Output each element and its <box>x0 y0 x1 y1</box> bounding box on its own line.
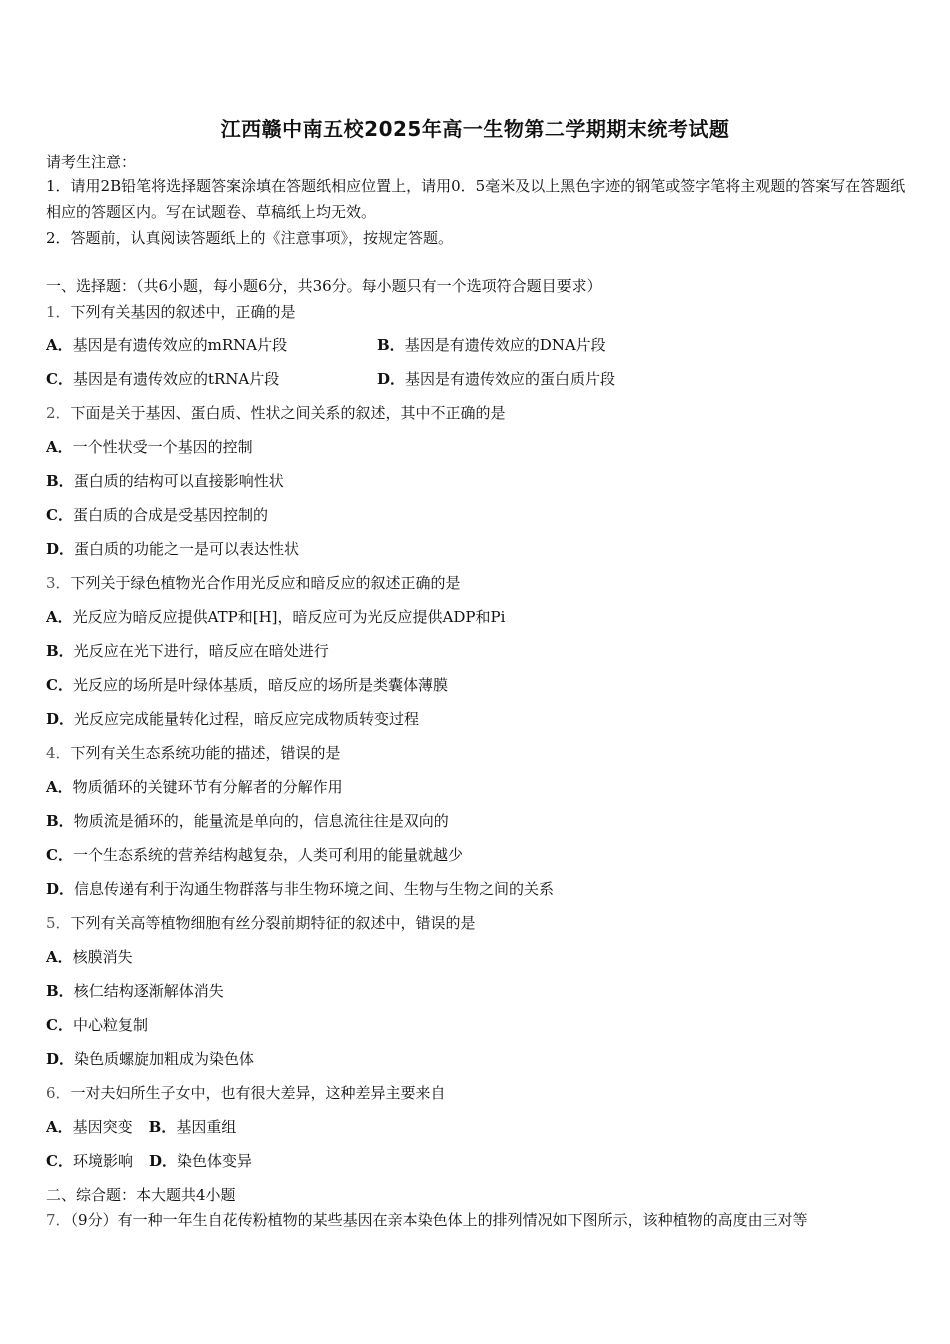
question-text: 下列有关基因的叙述中，正确的是 <box>70 303 296 321</box>
q4-option-b[interactable] <box>46 811 449 831</box>
option-text: 一个生态系统的营养结构越复杂，人类可利用的能量就越少 <box>72 846 463 864</box>
option-letter: B． <box>46 982 74 1000</box>
question-text: 下列有关高等植物细胞有丝分裂前期特征的叙述中，错误的是 <box>70 914 476 932</box>
q5-option-c[interactable] <box>46 1015 148 1035</box>
option-text: 基因是有遗传效应的蛋白质片段 <box>405 370 616 388</box>
option-text: 光反应的场所是叶绿体基质，暗反应的场所是类囊体薄膜 <box>72 676 448 694</box>
question-number: 2． <box>46 404 71 422</box>
question-number: 6． <box>46 1084 71 1102</box>
option-letter: A． <box>46 608 73 626</box>
question-text: 一对夫妇所生子女中，也有很大差异，这种差异主要来自 <box>70 1084 446 1102</box>
option-letter: B． <box>46 812 74 830</box>
option-letter: D． <box>46 710 75 728</box>
question-text: （9分）有一种一年生自花传粉植物的某些基因在亲本染色体上的排列情况如下图所示，该种植物的高度由三对等 <box>70 1211 808 1229</box>
question-number: 3． <box>46 574 71 592</box>
option-letter: B． <box>148 1118 177 1136</box>
option-letter: D． <box>46 540 75 558</box>
option-letter: D． <box>148 1152 177 1170</box>
question-number: 5． <box>46 914 71 932</box>
option-letter: B． <box>377 336 405 354</box>
option-text: 核仁结构逐渐解体消失 <box>73 982 224 1000</box>
q5-option-d[interactable] <box>46 1049 254 1069</box>
page-title: 江西赣中南五校2025年高一生物第二学期期末统考试题 <box>220 117 730 141</box>
q4-option-d[interactable] <box>46 879 554 899</box>
option-letter: C． <box>46 1152 73 1170</box>
question-number: 1． <box>46 303 71 321</box>
option-letter: A． <box>46 438 73 456</box>
notice-item-2: 2．答题前，认真阅读答题纸上的《注意事项》，按规定答题。 <box>46 229 454 247</box>
q1-option-d[interactable] <box>377 369 615 389</box>
option-letter: A． <box>46 778 73 796</box>
q5-option-b[interactable] <box>46 981 224 1001</box>
option-text: 环境影响 <box>72 1152 133 1170</box>
question-6-stem <box>46 1083 446 1103</box>
question-text: 下列关于绿色植物光合作用光反应和暗反应的叙述正确的是 <box>70 574 461 592</box>
q1-option-a[interactable] <box>46 335 287 355</box>
option-letter: B． <box>46 472 74 490</box>
q6-option-d[interactable] <box>149 1152 252 1170</box>
option-text: 蛋白质的合成是受基因控制的 <box>72 506 268 524</box>
option-text: 光反应为暗反应提供ATP和[H]，暗反应可为光反应提供ADP和Pi <box>72 608 506 626</box>
option-text: 物质循环的关键环节有分解者的分解作用 <box>72 778 343 796</box>
option-text: 物质流是循环的，能量流是单向的，信息流往往是双向的 <box>73 812 449 830</box>
option-letter: D． <box>377 370 406 388</box>
option-letter: C． <box>46 506 73 524</box>
option-text: 基因是有遗传效应的tRNA片段 <box>72 370 280 388</box>
q2-option-a[interactable] <box>46 437 253 457</box>
option-text: 蛋白质的功能之一是可以表达性状 <box>74 540 300 558</box>
option-text: 核膜消失 <box>72 948 133 966</box>
q1-option-b[interactable] <box>377 335 606 355</box>
option-letter: A． <box>46 1118 73 1136</box>
question-3-stem <box>46 573 461 593</box>
option-letter: D． <box>46 880 75 898</box>
q2-option-b[interactable] <box>46 471 284 491</box>
question-text: 下列有关生态系统功能的描述，错误的是 <box>70 744 341 762</box>
option-text: 染色质螺旋加粗成为染色体 <box>74 1050 255 1068</box>
option-text: 光反应完成能量转化过程，暗反应完成物质转变过程 <box>74 710 420 728</box>
q2-option-c[interactable] <box>46 505 268 525</box>
q3-option-d[interactable] <box>46 709 419 729</box>
question-1-stem <box>46 302 296 322</box>
option-text: 染色体变异 <box>176 1152 252 1170</box>
section-1-heading: 一、选择题：（共6小题，每小题6分，共36分。每小题只有一个选项符合题目要求） <box>46 277 602 295</box>
question-5-stem <box>46 913 476 933</box>
q6-options-row-2 <box>46 1151 252 1171</box>
q5-option-a[interactable] <box>46 947 133 967</box>
question-number: 7． <box>46 1211 71 1229</box>
option-text: 蛋白质的结构可以直接影响性状 <box>73 472 284 490</box>
option-letter: C． <box>46 370 73 388</box>
option-letter: A． <box>46 948 73 966</box>
q6-options-row-1 <box>46 1117 236 1137</box>
q3-option-b[interactable] <box>46 641 329 661</box>
option-text: 一个性状受一个基因的控制 <box>72 438 253 456</box>
question-7-stem <box>46 1210 808 1230</box>
option-text: 基因突变 <box>72 1118 133 1136</box>
section-2-heading: 二、综合题：本大题共4小题 <box>46 1186 236 1204</box>
question-2-stem <box>46 403 506 423</box>
option-letter: A． <box>46 336 73 354</box>
option-text: 基因重组 <box>176 1118 237 1136</box>
question-number: 4． <box>46 744 71 762</box>
option-text: 中心粒复制 <box>72 1016 148 1034</box>
q6-option-b[interactable] <box>149 1118 237 1136</box>
option-text: 光反应在光下进行，暗反应在暗处进行 <box>73 642 329 660</box>
q2-option-d[interactable] <box>46 539 299 559</box>
option-letter: C． <box>46 846 73 864</box>
option-letter: C． <box>46 676 73 694</box>
question-4-stem <box>46 743 341 763</box>
option-text: 信息传递有利于沟通生物群落与非生物环境之间、生物与生物之间的关系 <box>74 880 555 898</box>
q3-option-a[interactable] <box>46 607 505 627</box>
option-letter: D． <box>46 1050 75 1068</box>
option-letter: B． <box>46 642 74 660</box>
q4-option-c[interactable] <box>46 845 463 865</box>
q6-option-c[interactable] <box>46 1152 133 1170</box>
q3-option-c[interactable] <box>46 675 448 695</box>
notice-heading: 请考生注意： <box>46 153 137 171</box>
notice-item-1: 1．请用2B铅笔将选择题答案涂填在答题纸相应位置上，请用0．5毫米及以上黑色字迹的钢笔或签字笔将主观题的答案写在答题纸相应的答题区内。写在试题卷、草稿纸上均无效。 <box>46 177 906 221</box>
q6-option-a[interactable] <box>46 1118 133 1136</box>
option-text: 基因是有遗传效应的DNA片段 <box>404 336 606 354</box>
option-text: 基因是有遗传效应的mRNA片段 <box>72 336 288 354</box>
q1-option-c[interactable] <box>46 369 279 389</box>
option-letter: C． <box>46 1016 73 1034</box>
question-text: 下面是关于基因、蛋白质、性状之间关系的叙述，其中不正确的是 <box>70 404 506 422</box>
q4-option-a[interactable] <box>46 777 343 797</box>
